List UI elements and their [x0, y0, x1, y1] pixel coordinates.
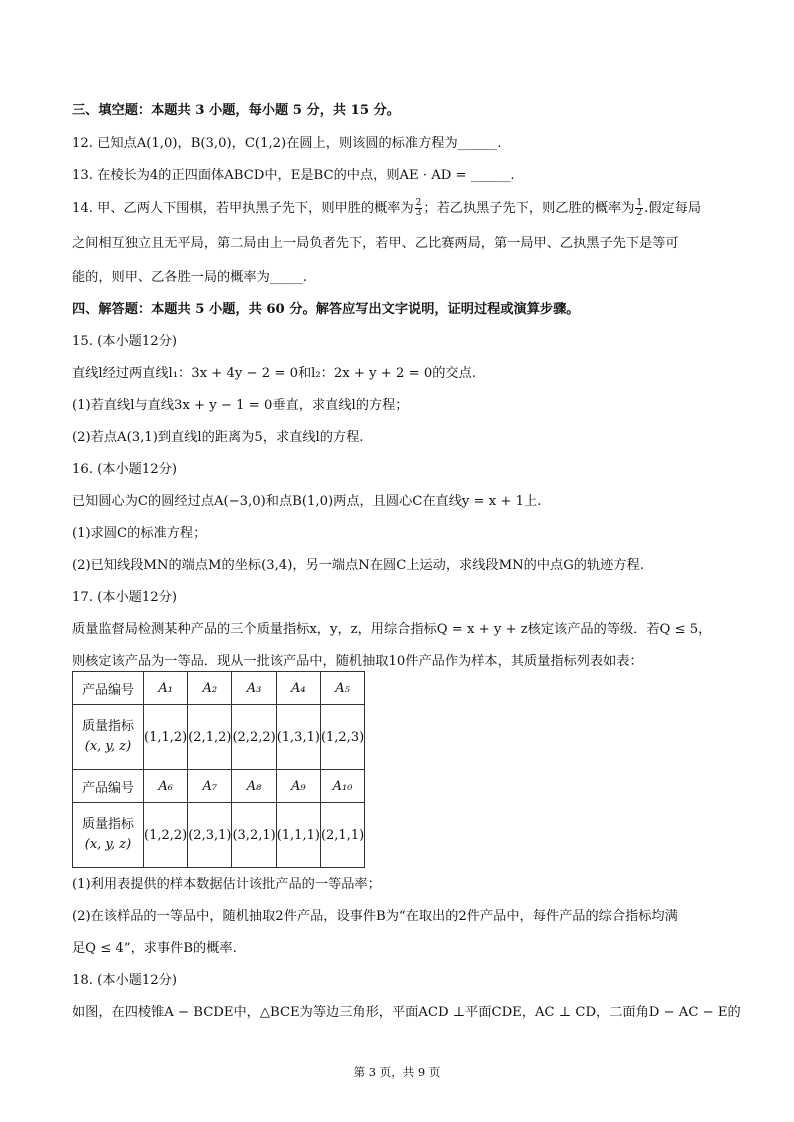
page-footer: 第 3 页，共 9 页 [353, 1065, 441, 1079]
q18-stem: 如图，在四棱锥A − BCDE中，△BCE为等边三角形，平面ACD ⊥平面CDE，AC ⊥ CD，二面角D − AC − E的 [72, 1005, 741, 1020]
quality-index-table [72, 671, 365, 868]
q15-head: 15. (本小题12分) [72, 334, 177, 349]
frac-num: 1 [636, 198, 643, 208]
section4-title: 四、解答题：本题共 5 小题，共 60 分。解答应写出文字说明，证明过程或演算步骤。 [72, 302, 580, 317]
quality-label-line2: (x, y, z) [84, 739, 132, 754]
q17-stem1: 质量监督局检测某种产品的三个质量指标x，y，z，用综合指标Q = x + y + z核定该产品的等级．若Q ≤ 5， [72, 622, 712, 637]
q14-text-b: ；若乙执黑子先下，则乙胜的概率为 [423, 201, 635, 216]
quality-label [73, 705, 144, 770]
fraction-one-half [635, 199, 643, 218]
quality-label-line2: (x, y, z) [84, 837, 132, 852]
quality-value: (3,2,1) [232, 803, 276, 868]
frac-den: 2 [636, 208, 643, 218]
quality-value: (2,3,1) [188, 803, 232, 868]
q15-part1: (1)若直线l与直线3x + y − 1 = 0垂直，求直线l的方程； [72, 398, 409, 413]
question-14-line3: 能的，则甲、乙各胜一局的概率为_____. [72, 270, 307, 285]
question-14-line2: 之间相互独立且无平局，第二局由上一局负者先下，若甲、乙比赛两局，第一局甲、乙执黑子先下是等可 [72, 236, 679, 251]
product-id: A₅ [320, 672, 364, 705]
q16-stem: 已知圆心为C的圆经过点A(−3,0)和点B(1,0)两点，且圆心C在直线y = x + 1上. [72, 494, 542, 509]
question-12: 12. 已知点A(1,0)，B(3,0)，C(1,2)在圆上，则该圆的标准方程为______. [72, 136, 502, 151]
quality-label [73, 803, 144, 868]
product-id: A₈ [232, 770, 276, 803]
product-id: A₇ [188, 770, 232, 803]
product-id: A₁ [144, 672, 188, 705]
table-row [73, 803, 365, 868]
table-row [73, 705, 365, 770]
q16-part2: (2)已知线段MN的端点M的坐标(3,4)，另一端点N在圆C上运动，求线段MN的中点G的轨迹方程. [72, 558, 644, 573]
quality-label-line1: 质量指标 [81, 817, 134, 832]
quality-value: (2,1,1) [320, 803, 364, 868]
quality-value: (1,1,2) [144, 705, 188, 770]
product-id: A₂ [188, 672, 232, 705]
q17-head: 17. (本小题12分) [72, 590, 177, 605]
q17-part2-line1: (2)在该样品的一等品中，随机抽取2件产品，设事件B为“在取出的2件产品中，每件产品的综合指标均满 [72, 909, 678, 924]
quality-value: (1,2,3) [320, 705, 364, 770]
frac-den: 3 [415, 208, 422, 218]
q14-text-a: 14. 甲、乙两人下围棋，若甲执黑子先下，则甲胜的概率为 [72, 201, 414, 216]
q15-part2: (2)若点A(3,1)到直线l的距离为5，求直线l的方程. [72, 430, 364, 445]
product-id: A₉ [276, 770, 320, 803]
quality-value: (2,1,2) [188, 705, 232, 770]
quality-label-line1: 质量指标 [81, 719, 134, 734]
q18-head: 18. (本小题12分) [72, 973, 177, 988]
quality-value: (1,1,1) [276, 803, 320, 868]
q17-part2-line2: 足Q ≤ 4”，求事件B的概率. [72, 941, 237, 956]
fraction-two-thirds [415, 199, 423, 218]
q17-part1: (1)利用表提供的样本数据估计该批产品的一等品率； [72, 877, 381, 892]
quality-value: (1,3,1) [276, 705, 320, 770]
product-id: A₁₀ [320, 770, 364, 803]
product-id: A₆ [144, 770, 188, 803]
question-13: 13. 在棱长为4的正四面体ABCD中，E是BC的中点，则AE · AD = ______. [72, 168, 515, 183]
section3-title: 三、填空题：本题共 3 小题，每小题 5 分，共 15 分。 [72, 103, 400, 118]
quality-value: (2,2,2) [232, 705, 276, 770]
frac-num: 2 [415, 198, 422, 208]
q17-stem2: 则核定该产品为一等品．现从一批该产品中，随机抽取10件产品作为样本，其质量指标列表如表： [72, 654, 643, 669]
id-label: 产品编号 [73, 672, 144, 705]
table-row [73, 672, 365, 705]
q16-head: 16. (本小题12分) [72, 462, 177, 477]
q15-stem: 直线l经过两直线l₁：3x + 4y − 2 = 0和l₂：2x + y + 2 = 0的交点. [72, 366, 476, 381]
product-id: A₃ [232, 672, 276, 705]
q16-part1: (1)求圆C的标准方程； [72, 526, 207, 541]
product-id: A₄ [276, 672, 320, 705]
q14-text-c: .假定每局 [644, 201, 702, 216]
quality-value: (1,2,2) [144, 803, 188, 868]
id-label: 产品编号 [73, 770, 144, 803]
question-14-line1 [72, 199, 701, 219]
table-row [73, 770, 365, 803]
